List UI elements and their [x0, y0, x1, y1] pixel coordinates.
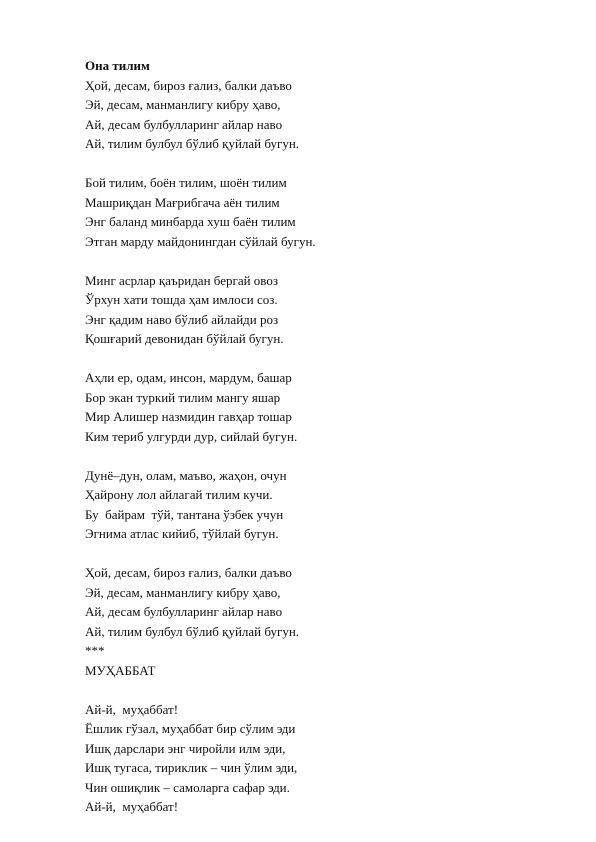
verse-line: Ай, десам булбулларинг айлар наво: [85, 116, 283, 132]
verse-line: Аҳли ер, одам, инсон, мардум, башар: [85, 370, 292, 385]
verse-line: Машриқдан Мағрибгача аён тилим: [85, 194, 280, 210]
verse-line: Дунё–дун, олам, маъво, жаҳон, очун: [85, 467, 287, 483]
verse-line: Ай, тилим булбул бўлиб қуйлай бугун.: [85, 136, 300, 151]
verse-line: Ҳой, десам, бироз ғализ, балки даъво: [85, 77, 292, 93]
verse-line: Бор экан туркий тилим мангу яшар: [85, 389, 281, 405]
stanza-gap: [85, 680, 565, 700]
verse-line: Ишқ тугаса, тириклик – чин ўлим эди,: [85, 760, 298, 775]
verse-line: Бу байрам тўй, тантана ўзбек учун: [85, 506, 284, 522]
verse-line: Бой тилим, боён тилим, шоён тилим: [85, 175, 287, 190]
stanza-gap: [85, 544, 565, 564]
verse-line: Ким териб улгурди дур, сийлай бугун.: [85, 428, 298, 444]
verse-line: Энг қадим наво бўлиб айлайди роз: [85, 311, 279, 327]
verse-line: Минг асрлар қаъридан бергай овоз: [85, 272, 278, 288]
verse-line: Мир Алишер назмидин гавҳар тошар: [85, 409, 292, 424]
verse-line: Ҳой, десам, бироз ғализ, балки даъво: [85, 565, 292, 580]
verse-line: Эгнима атлас кийиб, тўйлай бугун.: [85, 526, 279, 541]
stanza: [85, 173, 565, 251]
verse-line: Этган марду майдонингдан сўйлай бугун.: [85, 233, 316, 249]
stanza-gap: [85, 446, 565, 466]
stanza: [85, 271, 565, 349]
document-content: [85, 56, 565, 817]
verse-line: Чин ошиқлик – самоларга сафар эди.: [85, 779, 290, 795]
verse-line: Ҳайрону лол айлагай тилим кучи.: [85, 487, 273, 502]
verse-line: Ёшлик гўзал, муҳаббат бир сўлим эди: [85, 721, 296, 736]
stanza: [85, 76, 565, 154]
stanza-gap: [85, 349, 565, 369]
poem-title: Она тилим: [85, 58, 150, 73]
stanza-gap: [85, 251, 565, 271]
verse-line: Ай, тилим булбул бўлиб қуйлай бугун.: [85, 623, 300, 639]
section-separator: ***: [85, 643, 105, 658]
verse-line: Энг баланд минбарда хуш баён тилим: [85, 214, 296, 229]
poem-title: МУҲАББАТ: [85, 662, 156, 678]
verse-line: Ай, десам булбулларинг айлар наво: [85, 604, 283, 619]
verse-line: Эй, десам, манманлигу кибру ҳаво,: [85, 584, 281, 600]
verse-line: Ўрхун хати тошда ҳам имлоси соз.: [85, 292, 278, 307]
verse-line: Эй, десам, манманлигу кибру ҳаво,: [85, 97, 281, 112]
verse-line: Ай-й, муҳаббат!: [85, 701, 179, 717]
stanza: [85, 466, 565, 544]
verse-line: Ай-й, муҳаббат!: [85, 799, 179, 814]
stanza: [85, 563, 565, 641]
stanza: [85, 700, 565, 817]
stanza-gap: [85, 154, 565, 174]
verse-line: Ишқ дарслари энг чиройли илм эди,: [85, 740, 286, 756]
stanza: [85, 368, 565, 446]
verse-line: Қошғарий девонидан бўйлай бугун.: [85, 331, 284, 346]
